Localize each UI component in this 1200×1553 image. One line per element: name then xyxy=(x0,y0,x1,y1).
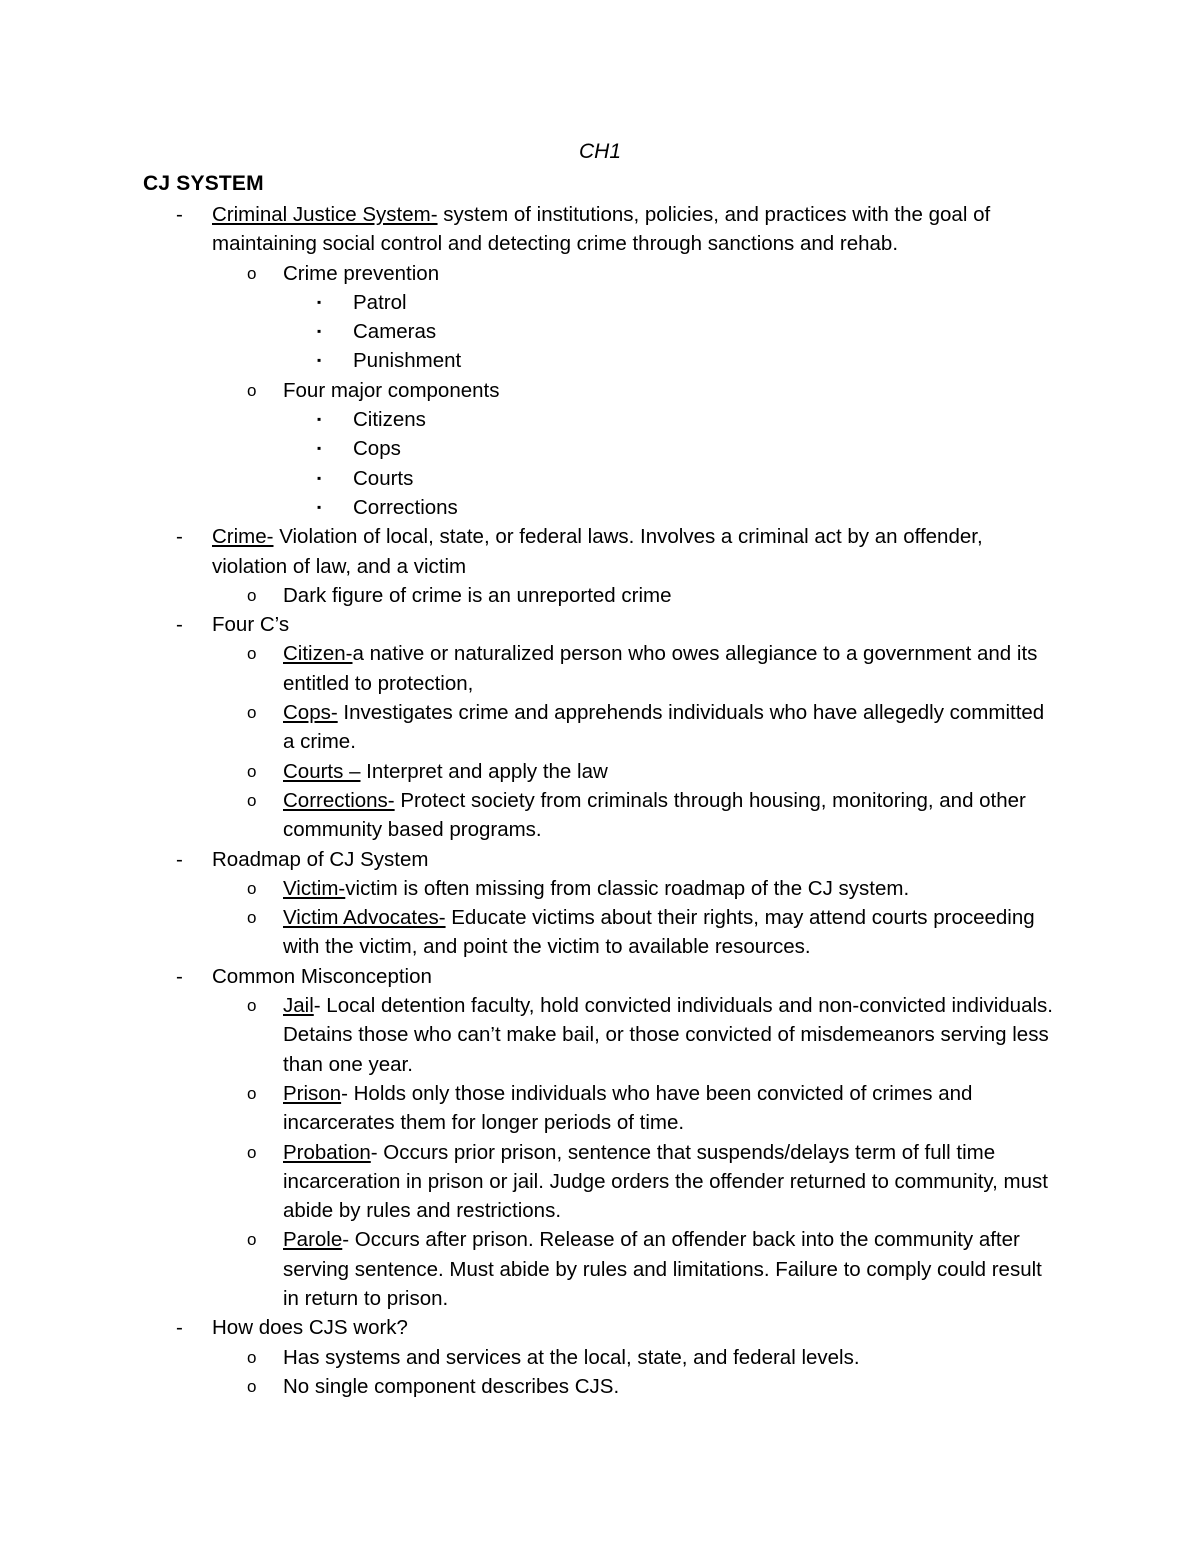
item-text: Roadmap of CJ System xyxy=(212,847,429,871)
square-bullet: ▪ xyxy=(317,294,322,309)
list-item-dark-figure xyxy=(0,581,1053,610)
circle-bullet: o xyxy=(247,263,257,283)
list-item-prison-definition xyxy=(0,1079,1053,1138)
definition-text: - Holds only those individuals who have been convicted of crimes and incarcerates them for longer periods of time. xyxy=(283,1081,973,1135)
list-item-courts-definition xyxy=(0,757,1053,786)
square-bullet: ▪ xyxy=(317,324,322,339)
item-text: Crime prevention xyxy=(283,261,440,285)
list-item-citizens xyxy=(0,405,1043,434)
list-item-patrol xyxy=(0,288,1043,317)
list-item-cops-definition xyxy=(0,698,1053,757)
square-bullet: ▪ xyxy=(317,353,322,368)
list-item-four-major-components xyxy=(0,376,1053,405)
list-item-roadmap xyxy=(0,845,1042,874)
item-text: Citizens xyxy=(353,408,426,432)
definition-text: Protect society from criminals through housing, monitoring, and other community based programs. xyxy=(283,788,1026,842)
circle-bullet: o xyxy=(247,1347,257,1367)
list-item-common-misconception xyxy=(0,962,1042,991)
term-jail: Jail xyxy=(283,994,314,1018)
list-item-courts xyxy=(0,464,1043,493)
circle-bullet: o xyxy=(247,761,257,781)
definition-text: system of institutions, policies, and practices with the goal of maintaining social control and detecting crime through sanctions and rehab. xyxy=(212,203,991,256)
square-bullet: ▪ xyxy=(317,499,322,514)
list-item-four-cs xyxy=(0,610,1042,639)
section-heading: CJ SYSTEM xyxy=(143,172,264,195)
circle-bullet: o xyxy=(247,996,257,1016)
dash-bullet: - xyxy=(176,203,183,226)
dash-bullet: - xyxy=(176,964,183,988)
dash-bullet: - xyxy=(176,525,183,549)
list-item-probation-definition xyxy=(0,1138,1053,1226)
definition-text: - Occurs after prison. Release of an offender back into the community after serving sentence. Must abide by rules and limitations. Failure to comply could result in return to prison. xyxy=(283,1228,1042,1310)
term-probation: Probation xyxy=(283,1140,371,1164)
item-text: Cameras xyxy=(353,320,437,344)
list-item-punishment xyxy=(0,346,1043,375)
circle-bullet: o xyxy=(247,585,257,605)
definition-text: Interpret and apply the law xyxy=(360,759,608,783)
term-parole: Parole xyxy=(283,1228,343,1252)
term-criminal-justice-system: Criminal Justice System- xyxy=(212,203,438,226)
dash-bullet: - xyxy=(176,1316,183,1340)
item-text: No single component describes CJS. xyxy=(283,1374,620,1398)
term-corrections: Corrections- xyxy=(283,788,395,812)
circle-bullet: o xyxy=(247,1230,257,1250)
term-citizen: Citizen- xyxy=(283,642,353,666)
circle-bullet: o xyxy=(247,1376,257,1396)
item-text: Courts xyxy=(353,466,414,490)
definition-text: Violation of local, state, or federal laws. Involves a criminal act by an offender, violation of law, and a victim xyxy=(212,525,983,578)
list-item-victim-definition xyxy=(0,874,1053,903)
outline-list xyxy=(0,200,1200,1401)
list-item-parole-definition xyxy=(0,1225,1053,1313)
item-text: Has systems and services at the local, state, and federal levels. xyxy=(283,1345,860,1369)
chapter-title: CH1 xyxy=(578,140,621,163)
term-victim-advocates: Victim Advocates- xyxy=(283,906,446,930)
circle-bullet: o xyxy=(247,1142,257,1162)
dash-bullet: - xyxy=(176,613,183,637)
item-text: Common Misconception xyxy=(212,964,432,988)
circle-bullet: o xyxy=(247,908,257,928)
definition-text: Investigates crime and apprehends individuals who have allegedly committed a crime. xyxy=(283,701,1045,754)
item-text: Dark figure of crime is an unreported crime xyxy=(283,583,672,607)
circle-bullet: o xyxy=(247,380,257,400)
list-item-citizen-definition xyxy=(0,639,1053,698)
list-item-corrections xyxy=(0,493,1043,522)
definition-text: - Occurs prior prison, sentence that suspends/delays term of full time incarceration in prison or jail. Judge orders the offender returned to community, must abide by rules and restrictions. xyxy=(283,1140,1048,1223)
circle-bullet: o xyxy=(247,790,257,810)
list-item-crime xyxy=(0,522,1042,581)
square-bullet: ▪ xyxy=(317,470,322,485)
list-item-jail-definition xyxy=(0,991,1053,1079)
item-text: Four C’s xyxy=(212,613,290,637)
item-text: Corrections xyxy=(353,495,458,519)
item-text: Cops xyxy=(353,437,401,461)
definition-text: Educate victims about their rights, may attend courts proceeding with the victim, and point the victim to available resources. xyxy=(283,906,1035,959)
term-courts: Courts – xyxy=(283,759,361,783)
list-item-single-component xyxy=(0,1372,1053,1401)
term-cops: Cops- xyxy=(283,701,338,725)
square-bullet: ▪ xyxy=(317,441,322,456)
definition-text: - Local detention faculty, hold convicted individuals and non-convicted individuals. Detains those who can’t make bail, or those convicted of misdemeanors serving less than one year. xyxy=(283,994,1053,1076)
list-item-cameras xyxy=(0,317,1043,346)
item-text: Patrol xyxy=(353,290,407,314)
term-crime: Crime- xyxy=(212,525,274,549)
circle-bullet: o xyxy=(247,644,257,664)
list-item-victim-advocates-definition xyxy=(0,903,1053,962)
dash-bullet: - xyxy=(176,847,183,871)
list-item-crime-prevention xyxy=(0,259,1053,288)
term-prison: Prison xyxy=(283,1081,342,1105)
circle-bullet: o xyxy=(247,1083,257,1103)
item-text: How does CJS work? xyxy=(212,1316,408,1340)
definition-text: victim is often missing from classic roadmap of the CJ system. xyxy=(345,876,910,900)
item-text: Punishment xyxy=(353,349,462,373)
list-item-corrections-definition xyxy=(0,786,1053,845)
list-item-how-cjs-works xyxy=(0,1313,1042,1342)
circle-bullet: o xyxy=(247,703,257,723)
square-bullet: ▪ xyxy=(317,412,322,427)
item-text: Four major components xyxy=(283,378,500,402)
term-victim: Victim- xyxy=(283,876,346,900)
list-item-cops xyxy=(0,434,1043,463)
list-item-levels xyxy=(0,1343,1053,1372)
list-item-cjs xyxy=(0,200,1042,259)
definition-text: a native or naturalized person who owes allegiance to a government and its entitled to protection, xyxy=(283,642,1038,695)
circle-bullet: o xyxy=(247,878,257,898)
